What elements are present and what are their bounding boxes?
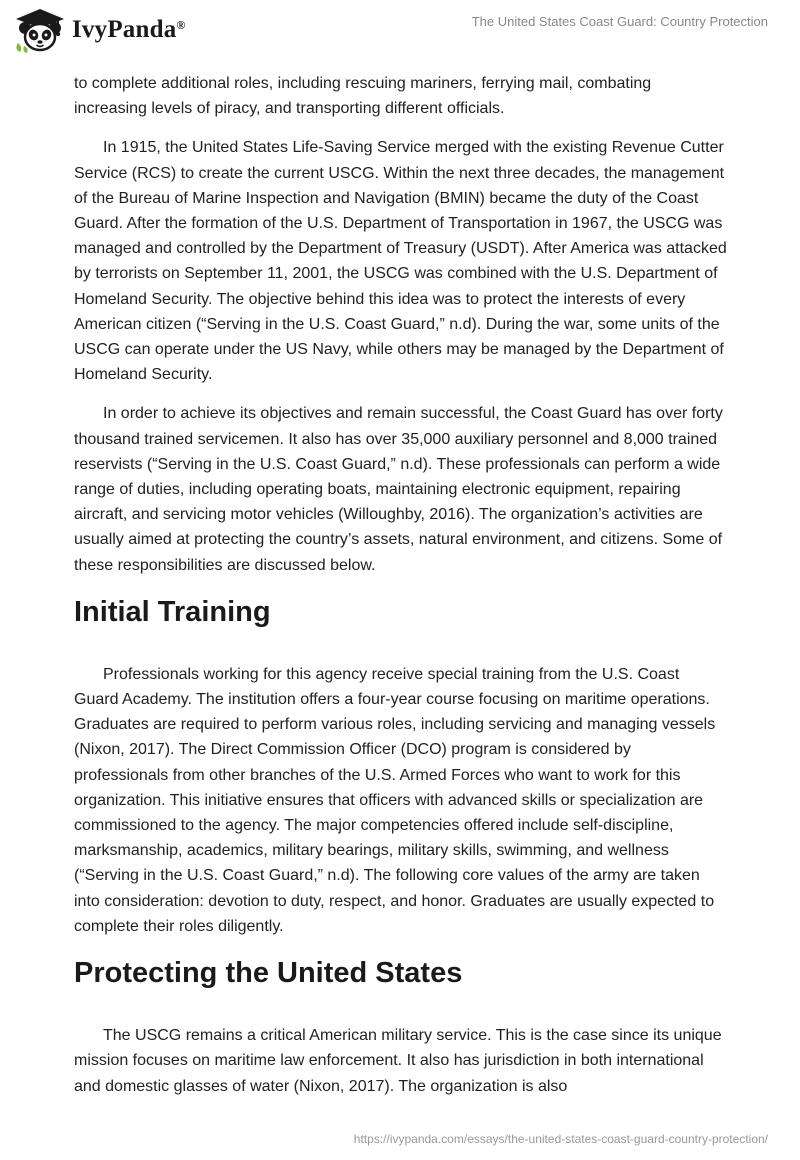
section-heading-initial-training: Initial Training — [74, 595, 271, 628]
document-title: The United States Coast Guard: Country Protection — [471, 14, 768, 29]
source-url[interactable]: https://ivypanda.com/essays/the-united-states-coast-guard-country-protection/ — [353, 1132, 768, 1146]
brand-name: IvyPanda® — [72, 16, 186, 43]
ivypanda-logo[interactable] — [14, 6, 186, 54]
paragraph: The USCG remains a critical American military service. This is the case since its unique mission focuses on maritime law enforcement. It also has jurisdiction in both international and domestic glasses of water (Nixon, 2017). The organization is also — [74, 1027, 722, 1095]
page-header — [0, 0, 800, 60]
panda-graduate-icon — [14, 7, 66, 53]
paragraph: In 1915, the United States Life-Saving Service merged with the existing Revenue Cutter Service (RCS) to create the current USCG. Within the next three decades, the management of the Bureau of Marine Inspection and Navigation (BMIN) became the duty of the Coast Guard. After the formation of the U.S. Department of Transportation in 1967, the USCG was managed and controlled by the Department of Treasury (USDT). After America was attacked by terrorists on September 11, 2001, the USCG was combined with the U.S. Department of Homeland Security. The objective behind this idea was to protect the interests of every American citizen (“Serving in the U.S. Coast Guard,” n.d). During the war, some units of the USCG can operate under the US Navy, while others may be managed by the Department of Homeland Security. — [74, 139, 727, 384]
paragraph: to complete additional roles, including rescuing mariners, ferrying mail, combating increasing levels of piracy, and transporting different officials. — [74, 75, 652, 118]
essay-body — [74, 71, 728, 1113]
paragraph: Professionals working for this agency receive special training from the U.S. Coast Guard Academy. The institution offers a four-year course focusing on maritime operations. Graduates are required to perform various roles, including servicing and managing vessels (Nixon, 2017). The Direct Commission Officer (DCO) program is considered by professionals from other branches of the U.S. Armed Forces who want to work for this organization. This initiative ensures that officers with advanced skills or specialization are commissioned to the agency. The major competencies offered include self-discipline, marksmanship, academics, military bearings, military skills, swimming, and wellness (“Serving in the U.S. Coast Guard,” n.d). The following core values of the army are taken into consideration: devotion to duty, respect, and honor. Graduates are usually expected to complete their roles diligently. — [74, 665, 716, 935]
section-heading-protecting: Protecting the United States — [74, 957, 463, 990]
paragraph: In order to achieve its objectives and remain successful, the Coast Guard has over forty thousand trained servicemen. It also has over 35,000 auxiliary personnel and 8,000 trained reservists (“Serving in the U.S. Coast Guard,” n.d). These professionals can perform a wide range of duties, including operating boats, maintaining electronic equipment, repairing aircraft, and servicing motor vehicles (Willoughby, 2016). The organization’s activities are usually aimed at protecting the country’s assets, natural environment, and citizens. Some of these responsibilities are discussed below. — [74, 405, 723, 574]
